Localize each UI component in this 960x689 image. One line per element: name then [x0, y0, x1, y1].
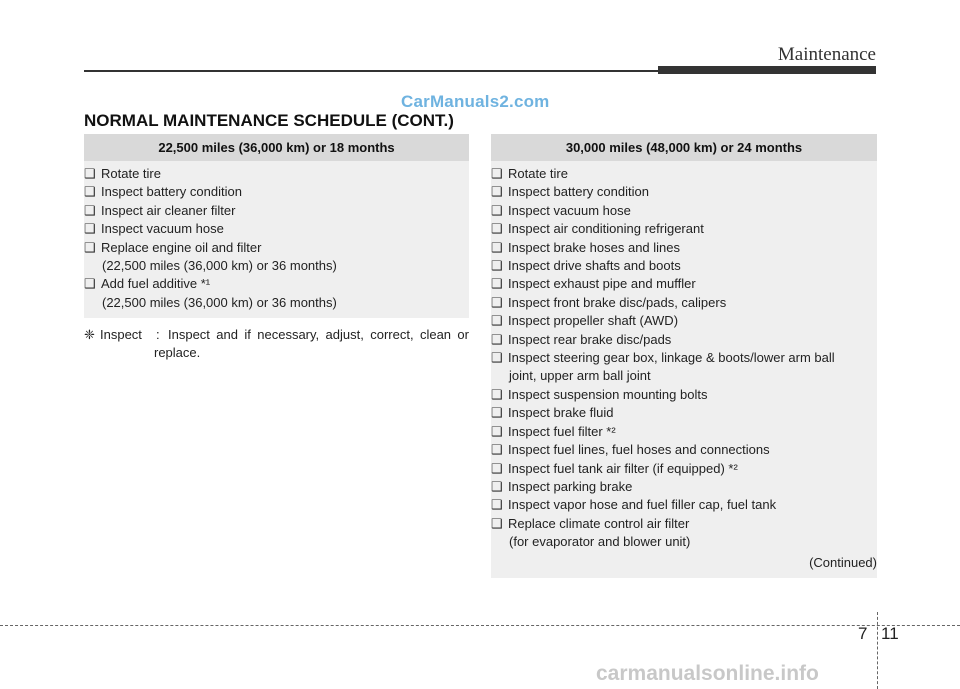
- list-item-text: Inspect suspension mounting bolts: [508, 386, 708, 402]
- page-header-title: Maintenance: [777, 44, 876, 65]
- page-number: 11: [881, 624, 899, 643]
- list-item: [491, 294, 877, 312]
- list-item: [84, 239, 469, 257]
- list-item-text: Inspect fuel lines, fuel hoses and connections: [508, 442, 770, 458]
- continued-label: (Continued): [809, 554, 877, 570]
- note-label: Inspect: [100, 327, 142, 342]
- checkbox-icon: ❑: [491, 258, 503, 274]
- checkbox-icon: ❑: [491, 442, 503, 458]
- list-item: [491, 460, 877, 478]
- checkbox-icon: ❑: [491, 460, 503, 476]
- list-item-text: Inspect battery condition: [508, 184, 649, 200]
- page-chapter: 7: [858, 624, 868, 643]
- list-item: [491, 331, 877, 349]
- list-item-text: Inspect front brake disc/pads, calipers: [508, 294, 727, 310]
- checkbox-icon: ❑: [84, 166, 96, 181]
- list-item-subtext: (22,500 miles (36,000 km) or 36 months): [102, 294, 337, 310]
- checkbox-icon: ❑: [491, 294, 503, 310]
- list-item: [491, 257, 877, 275]
- checkbox-icon: ❑: [491, 386, 503, 402]
- list-item: [491, 423, 877, 441]
- column-heading: 30,000 miles (48,000 km) or 24 months: [491, 134, 877, 161]
- list-item: [84, 165, 469, 183]
- header-rule-thick: [658, 66, 876, 74]
- list-item-text: Inspect drive shafts and boots: [508, 258, 681, 274]
- checkbox-icon: ❑: [491, 497, 503, 513]
- list-item: [84, 183, 469, 201]
- checkbox-icon: ❑: [491, 221, 503, 237]
- checkbox-icon: ❑: [491, 166, 503, 181]
- list-item: [491, 239, 877, 257]
- inspect-note: [84, 326, 469, 363]
- list-item-text: Inspect fuel filter *²: [508, 423, 616, 439]
- checkbox-icon: ❑: [84, 184, 96, 200]
- section-title: NORMAL MAINTENANCE SCHEDULE (CONT.): [84, 111, 454, 130]
- checkbox-icon: ❑: [491, 239, 503, 255]
- list-item-text: Rotate tire: [508, 166, 568, 181]
- list-item-text: Inspect exhaust pipe and muffler: [508, 276, 696, 292]
- checkbox-icon: ❑: [84, 239, 96, 255]
- list-item-subtext: (for evaporator and blower unit): [509, 534, 691, 550]
- list-item: [491, 386, 877, 404]
- column-body: [491, 161, 877, 578]
- column-body: [84, 161, 469, 318]
- checkbox-icon: ❑: [491, 276, 503, 292]
- list-item-text: Inspect fuel tank air filter (if equipped) *²: [508, 460, 738, 476]
- list-item: [84, 220, 469, 238]
- list-item-text: Replace engine oil and filter: [101, 239, 262, 255]
- list-item-text: Inspect steering gear box, linkage & boots/lower arm ball: [508, 350, 835, 366]
- list-item-text: Inspect brake hoses and lines: [508, 239, 680, 255]
- watermark-footer: carmanualsonline.info: [596, 662, 819, 685]
- list-item: [491, 478, 877, 496]
- schedule-column-22500: [84, 134, 469, 318]
- checkbox-icon: ❑: [491, 313, 503, 329]
- list-item: [491, 496, 877, 514]
- checkbox-icon: ❑: [491, 423, 503, 439]
- footer-rule: [0, 625, 960, 626]
- checkbox-icon: ❑: [84, 202, 96, 218]
- note-symbol: ❈: [84, 327, 95, 342]
- list-item: [84, 275, 469, 293]
- list-item: [491, 349, 877, 367]
- list-item-text: Inspect parking brake: [508, 478, 633, 494]
- schedule-column-30000: [491, 134, 877, 578]
- list-item-text: Inspect vacuum hose: [101, 221, 224, 237]
- checkbox-icon: ❑: [491, 478, 503, 494]
- list-item: [491, 202, 877, 220]
- list-item: [491, 183, 877, 201]
- checkbox-icon: ❑: [491, 331, 503, 347]
- list-item-subtext: joint, upper arm ball joint: [509, 368, 651, 384]
- column-heading: 22,500 miles (36,000 km) or 18 months: [84, 134, 469, 161]
- note-colon: :: [156, 327, 160, 342]
- list-item: [491, 404, 877, 422]
- list-item-text: Inspect vacuum hose: [508, 202, 631, 218]
- list-item-text: Add fuel additive *¹: [101, 276, 211, 292]
- list-item: [491, 275, 877, 293]
- list-item-text: Inspect rear brake disc/pads: [508, 331, 672, 347]
- list-item-text: Inspect vapor hose and fuel filler cap, fuel tank: [508, 497, 777, 513]
- list-item-text: Replace climate control air filter: [508, 515, 690, 531]
- list-item: [491, 441, 877, 459]
- list-item-text: Inspect air cleaner filter: [101, 202, 236, 218]
- checkbox-icon: ❑: [491, 405, 503, 421]
- list-item-text: Inspect air conditioning refrigerant: [508, 221, 704, 237]
- list-item: [491, 515, 877, 533]
- list-item: [491, 165, 877, 183]
- list-item-text: Inspect propeller shaft (AWD): [508, 313, 679, 329]
- checkbox-icon: ❑: [84, 221, 96, 237]
- checkbox-icon: ❑: [491, 202, 503, 218]
- header-rule-thin: [84, 70, 658, 72]
- checkbox-icon: ❑: [491, 350, 503, 366]
- checkbox-icon: ❑: [491, 515, 503, 531]
- note-text: Inspect and if necessary, adjust, correct, clean or: [168, 327, 469, 342]
- list-item: [491, 312, 877, 330]
- checkbox-icon: ❑: [84, 276, 96, 292]
- list-item: [491, 220, 877, 238]
- checkbox-icon: ❑: [491, 184, 503, 200]
- list-item-text: Inspect brake fluid: [508, 405, 614, 421]
- list-item-text: Rotate tire: [101, 166, 161, 181]
- list-item-text: Inspect battery condition: [101, 184, 242, 200]
- list-item-subtext: (22,500 miles (36,000 km) or 36 months): [102, 258, 337, 274]
- list-item: [84, 202, 469, 220]
- note-text-continued: replace.: [154, 345, 201, 361]
- footer-divider: [877, 612, 878, 689]
- watermark-top: CarManuals2.com: [401, 92, 550, 111]
